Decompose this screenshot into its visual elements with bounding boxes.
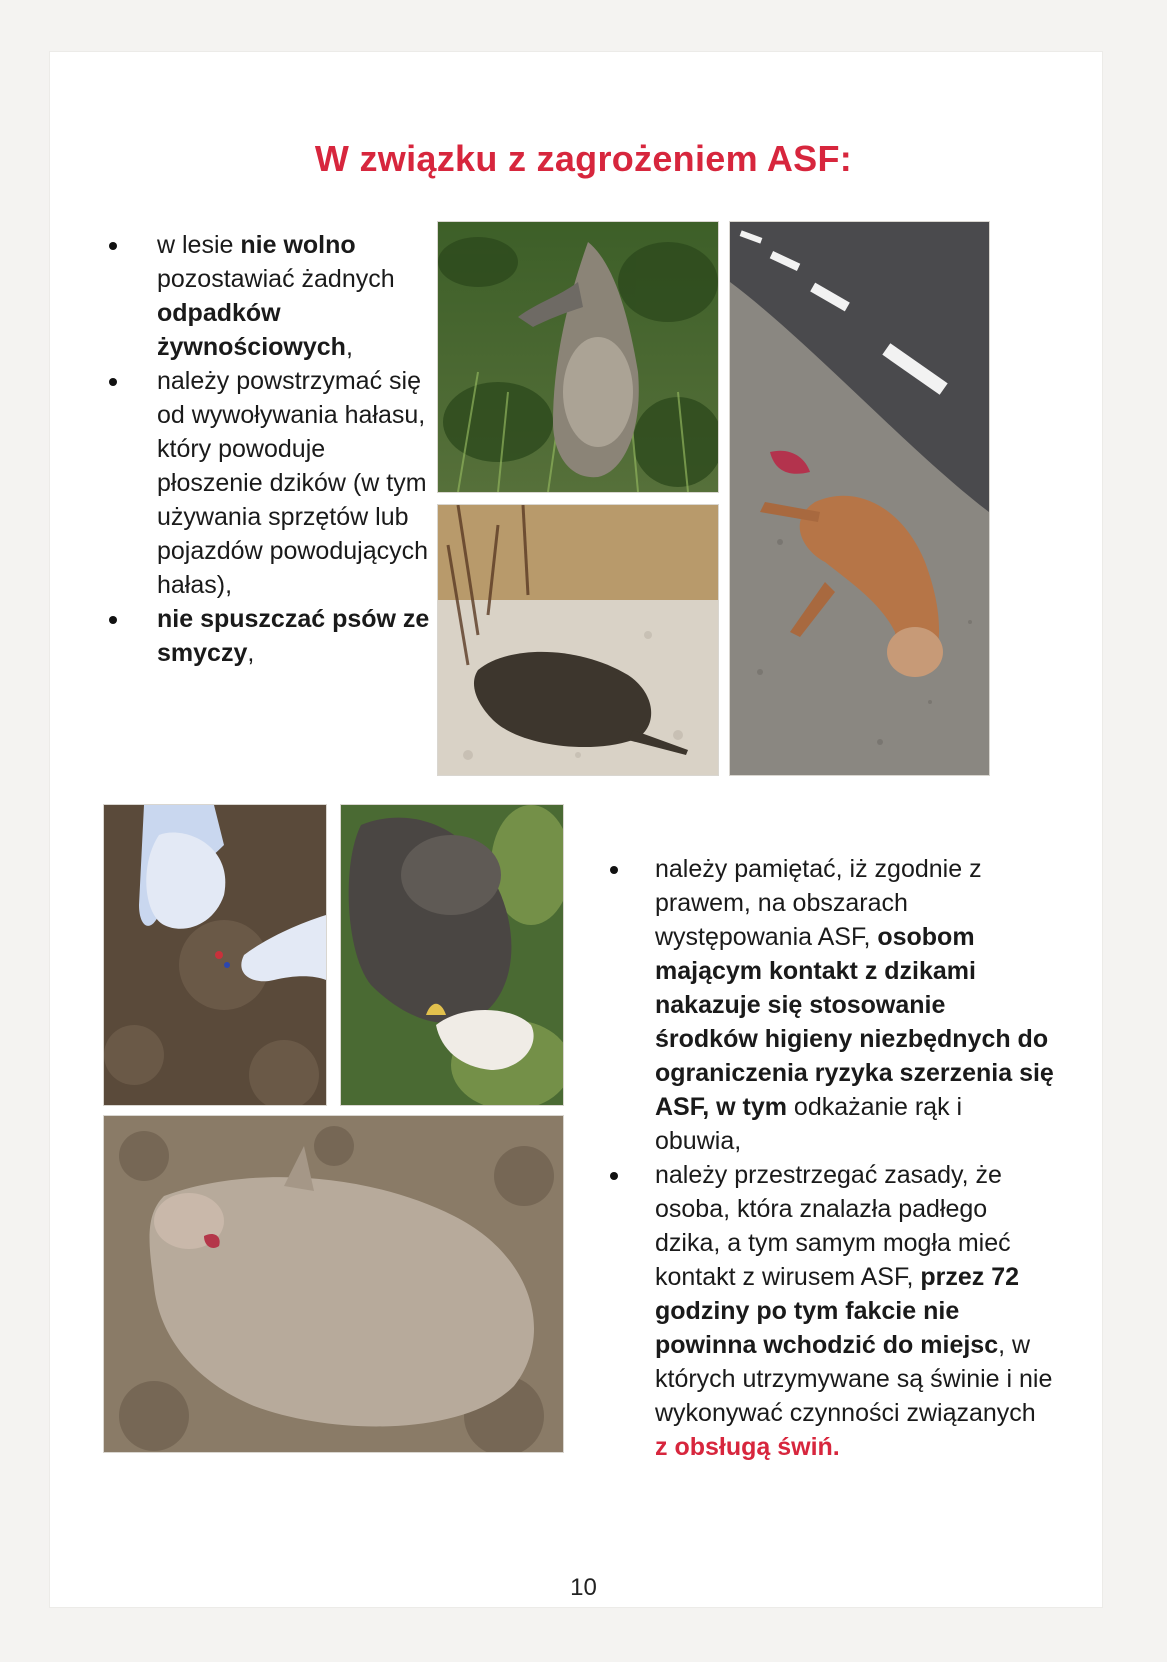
bullet-dot-icon <box>109 242 117 250</box>
left-bullet-list <box>157 228 432 670</box>
photo-boar-in-grass <box>437 221 719 493</box>
bullet-text-part: nie spuszczać psów ze smyczy <box>157 605 430 667</box>
bullet-text-part: odpadków żywnościowych <box>157 299 346 361</box>
bullet-text-part: należy pamiętać, iż zgodnie z prawem, na obszarach występowania ASF, <box>655 855 982 951</box>
bullet-text-part: należy powstrzymać się od wywoływania hałasu, który powoduje płoszenie dzików (w tym używania sprzętów lub pojazdów powodujących hałas), <box>157 367 429 599</box>
page-number: 10 <box>570 1574 597 1601</box>
bullet-text-part: osobom mającym kontakt z dzikami nakazuje się stosowanie środków higieny niezbędnych do ograniczenia ryzyka szerzenia się ASF, w tym <box>655 923 1054 1121</box>
bullet-text-part: odkażanie rąk i obuwia, <box>655 1093 963 1155</box>
page-title: W związku z zagrożeniem ASF: <box>314 138 853 179</box>
photo-dead-boar-on-ground <box>103 1115 564 1453</box>
bullet-dot-icon <box>610 1172 618 1180</box>
bullet-item <box>157 364 432 602</box>
bullet-text-part: , <box>345 333 353 361</box>
photo-boar-on-road <box>729 221 990 776</box>
bullet-item <box>157 602 432 670</box>
bullet-text-part: z obsługą świń. <box>655 1433 840 1461</box>
bullet-text-part: należy przestrzegać zasady, że osoba, która znalazła padłego dzika, a tym samym mogła mieć kontakt z wirusem ASF, <box>655 1161 1011 1291</box>
right-bullet-list <box>655 852 1055 1464</box>
photo-boar-head-with-bag <box>340 804 564 1106</box>
bullet-text-part: przez 72 godziny po tym fakcie nie powinna wchodzić do miejsc <box>655 1263 1020 1359</box>
photo-gloved-hands-sampling <box>103 804 327 1106</box>
bullet-item <box>655 852 1055 1158</box>
bullet-item <box>157 228 432 364</box>
bullet-item <box>655 1158 1055 1464</box>
bullet-dot-icon <box>109 616 117 624</box>
photo-dark-boar-on-sand <box>437 504 719 776</box>
bullet-dot-icon <box>109 378 117 386</box>
bullet-text-part: nie wolno <box>240 231 356 259</box>
bullet-text-part: , w których utrzymywane są świnie i nie wykonywać czynności związanych <box>655 1331 1053 1427</box>
bullet-text-part: pozostawiać żadnych <box>157 265 395 293</box>
bullet-dot-icon <box>610 866 618 874</box>
bullet-text-part: w lesie <box>157 231 241 259</box>
bullet-text-part: , <box>247 639 255 667</box>
